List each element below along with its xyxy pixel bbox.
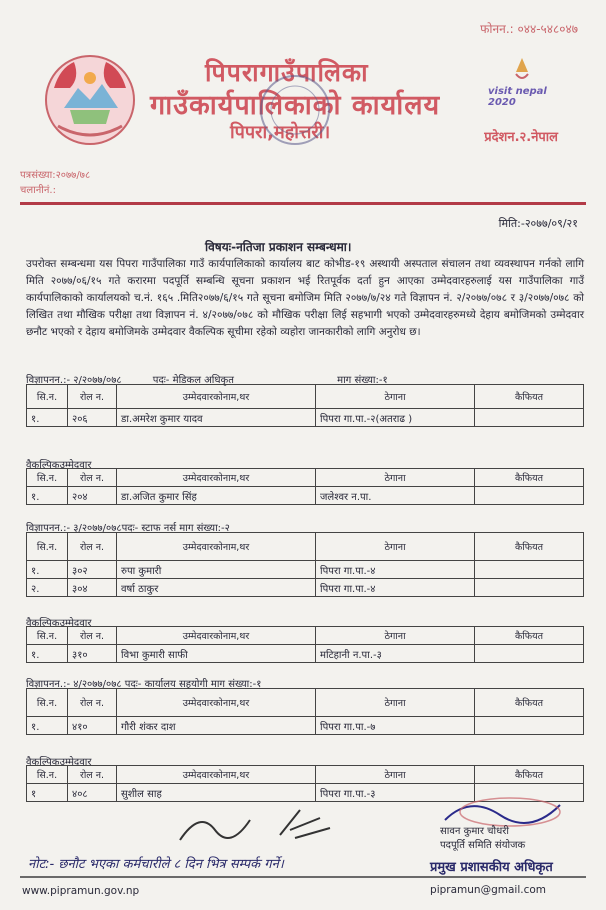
table-row — [27, 409, 584, 427]
title-location: पिपरा,महोत्तरी। — [230, 122, 331, 143]
cell-address: पिपरा गा.पा.-३ — [316, 784, 475, 802]
visit-nepal-text: visit nepal 2020 — [488, 86, 547, 108]
cell-roll: ४०८ — [68, 784, 117, 802]
cell-address: जलेश्वर न.पा. — [316, 487, 475, 505]
office-seal-stamp — [255, 70, 335, 150]
table-header-row — [27, 385, 584, 409]
col-name: उम्मेदवारकोनाम,थर — [117, 533, 316, 561]
col-address: ठेगाना — [316, 385, 475, 409]
cell-address: पिपरा गा.पा.-४ — [316, 561, 475, 579]
alt-heading-3: वैकल्पिकउम्मेदवार — [26, 757, 92, 768]
table-header-row — [27, 627, 584, 645]
col-roll: रोल न. — [68, 469, 117, 487]
cell-sn: १. — [27, 487, 68, 505]
table-header-row — [27, 766, 584, 784]
cell-address: पिपरा गा.पा.-७ — [316, 717, 475, 735]
cell-sn: १. — [27, 717, 68, 735]
table-header-row — [27, 689, 584, 717]
selected-table-1 — [26, 384, 584, 427]
website-link[interactable]: www.pipramun.gov.np — [22, 885, 140, 897]
cell-roll: ३०४ — [68, 579, 117, 597]
alternate-table-2 — [26, 626, 584, 663]
table-header-row — [27, 469, 584, 487]
col-sn: सि.न. — [27, 627, 68, 645]
section-2-heading: विज्ञापनन.:- ३/२०७७/०७८पदः- स्टाफ नर्स माग संख्या:-२ — [26, 523, 230, 534]
province-label: प्रदेशन.२.नेपाल — [484, 130, 558, 145]
seat-count: माग संख्या:-१ — [337, 375, 388, 386]
col-address: ठेगाना — [316, 627, 475, 645]
col-roll: रोल न. — [68, 533, 117, 561]
cell-roll: २०४ — [68, 487, 117, 505]
handwritten-signatures — [170, 800, 350, 850]
cell-name: डा.अजित कुमार सिंह — [117, 487, 316, 505]
ad-number: विज्ञापनन.:- २/२०७७/०७८ — [26, 375, 122, 386]
selected-table-2 — [26, 532, 584, 597]
table-row — [27, 645, 584, 663]
cell-remarks — [475, 645, 584, 663]
col-sn: सि.न. — [27, 766, 68, 784]
cell-sn: १. — [27, 561, 68, 579]
col-roll: रोल न. — [68, 385, 117, 409]
cell-sn: १ — [27, 784, 68, 802]
table-header-row — [27, 533, 584, 561]
col-sn: सि.न. — [27, 469, 68, 487]
phone-number: फोनन.: ०४४-५४८०४७ — [480, 22, 578, 36]
col-address: ठेगाना — [316, 469, 475, 487]
letter-subject: विषयः-नतिजा प्रकाशन सम्बन्धमा। — [205, 240, 352, 254]
reference-number: पत्रसंख्या:२०७७/७८ — [20, 170, 91, 181]
table-row — [27, 717, 584, 735]
title-office: गाउँकार्यपालिकाको कार्यालय — [150, 90, 441, 121]
cell-roll: २०६ — [68, 409, 117, 427]
cell-roll: ४१० — [68, 717, 117, 735]
col-roll: रोल न. — [68, 627, 117, 645]
email-link[interactable]: pipramun@gmail.com — [430, 884, 546, 896]
cell-roll: ३०२ — [68, 561, 117, 579]
col-name: उम्मेदवारकोनाम,थर — [117, 689, 316, 717]
letter-body: उपरोक्त सम्बन्धमा यस पिपरा गाउँपालिका गाउँ कार्यपालिकाको कार्यालय बाट कोभीड-१९ अस्थायी अस्पताल संचालन तथा व्यवस्थापन गर्नको लागि मिति २०७७/०६/१५ गते करारमा पदपूर्ति सम्बन्धि सूचना प्रकाशन भई रितपूर्वक दर्ता हुन आएका उम्मेदवारहरुलाई यस गाउँपालिका गाउँ कार्यपालिकाको कार्यालयको च.नं. १६५ .मिति२०७७/६/१५ गते सूचना बमोजिम मिति २०७७/७/२४ गते विज्ञापन नं. २/२०७७/०७८ र ३/२०७७/०७८ को लिखित तथा मौखिक परीक्षा तथा विज्ञापन नं. ४/२०७७/०७८ को मौखिक परीक्षा लिई सहभागी भएको उम्मेदवारहरुमध्ये देहाय बमोजिमको उम्मेदवार छनौट भएको र देहाय बमोजिमके उम्मेदवार वैकल्पिक सूचीमा रहेको व्यहोरा जानकारीको लागि अनुरोध छ। — [26, 258, 584, 338]
handwritten-note: नोट:- छनौट भएका कर्मचारीले ८ दिन भित्र सम्पर्क गर्ने। — [28, 857, 284, 872]
cell-remarks — [475, 409, 584, 427]
col-sn: सि.न. — [27, 533, 68, 561]
cell-name: डा.अमरेश कुमार यादव — [117, 409, 316, 427]
col-remarks: कैफियत — [475, 385, 584, 409]
cell-sn: १. — [27, 645, 68, 663]
col-remarks: कैफियत — [475, 469, 584, 487]
col-remarks: कैफियत — [475, 766, 584, 784]
col-sn: सि.न. — [27, 689, 68, 717]
alternate-table-1 — [26, 468, 584, 505]
signatory-role: पदपूर्ति समिति संयोजक — [440, 840, 526, 851]
cell-sn: २. — [27, 579, 68, 597]
alt-heading-1: वैकल्पिकउम्मेदवार — [26, 460, 92, 471]
cell-address: मटिहानी न.पा.-३ — [316, 645, 475, 663]
cell-remarks — [475, 561, 584, 579]
chief-officer-label: प्रमुख प्रशासकीय अधिकृत — [430, 860, 553, 875]
cell-name: वर्षा ठाकुर — [117, 579, 316, 597]
col-name: उम्मेदवारकोनाम,थर — [117, 627, 316, 645]
cell-name: सुशील साह — [117, 784, 316, 802]
signatory-block — [440, 825, 525, 853]
col-sn: सि.न. — [27, 385, 68, 409]
table-row — [27, 579, 584, 597]
col-name: उम्मेदवारकोनाम,थर — [117, 766, 316, 784]
cell-name: रुपा कुमारी — [117, 561, 316, 579]
letter-date: मिति:-२०७७/०९/२१ — [498, 217, 578, 230]
signatory-name: सावन कुमार चौधरी — [440, 826, 509, 837]
reference-block — [20, 168, 90, 198]
cell-address: पिपरा गा.पा.-४ — [316, 579, 475, 597]
footer-divider — [20, 876, 586, 878]
table-row — [27, 487, 584, 505]
cell-sn: १. — [27, 409, 68, 427]
header-divider — [20, 202, 586, 205]
cell-name: विभा कुमारी साफी — [117, 645, 316, 663]
post-name: पदः- मेडिकल अधिकृत — [152, 375, 234, 386]
cell-roll: ३१० — [68, 645, 117, 663]
dispatch-number: चलानीनं.: — [20, 185, 56, 196]
col-remarks: कैफियत — [475, 689, 584, 717]
col-address: ठेगाना — [316, 766, 475, 784]
visit-nepal-logo — [482, 52, 562, 112]
col-address: ठेगाना — [316, 533, 475, 561]
nepal-emblem-icon — [40, 48, 140, 148]
table-row — [27, 561, 584, 579]
title-municipality: पिपरागाउँपालिका — [205, 58, 369, 87]
officer-signature — [440, 790, 580, 830]
col-name: उम्मेदवारकोनाम,थर — [117, 385, 316, 409]
selected-table-3 — [26, 688, 584, 735]
section-3-heading: विज्ञापनन.:- ४/२०७७/०७८ पदः- कार्यालय सहयोगी माग संख्या:-१ — [26, 679, 262, 690]
col-roll: रोल न. — [68, 766, 117, 784]
cell-name: गौरी शंकर दाश — [117, 717, 316, 735]
col-address: ठेगाना — [316, 689, 475, 717]
cell-remarks — [475, 579, 584, 597]
col-roll: रोल न. — [68, 689, 117, 717]
col-remarks: कैफियत — [475, 533, 584, 561]
col-remarks: कैफियत — [475, 627, 584, 645]
cell-remarks — [475, 487, 584, 505]
col-name: उम्मेदवारकोनाम,थर — [117, 469, 316, 487]
cell-address: पिपरा गा.पा.-२(अतराढ ) — [316, 409, 475, 427]
cell-remarks — [475, 717, 584, 735]
alt-heading-2: वैकल्पिकउम्मेदवार — [26, 618, 92, 629]
